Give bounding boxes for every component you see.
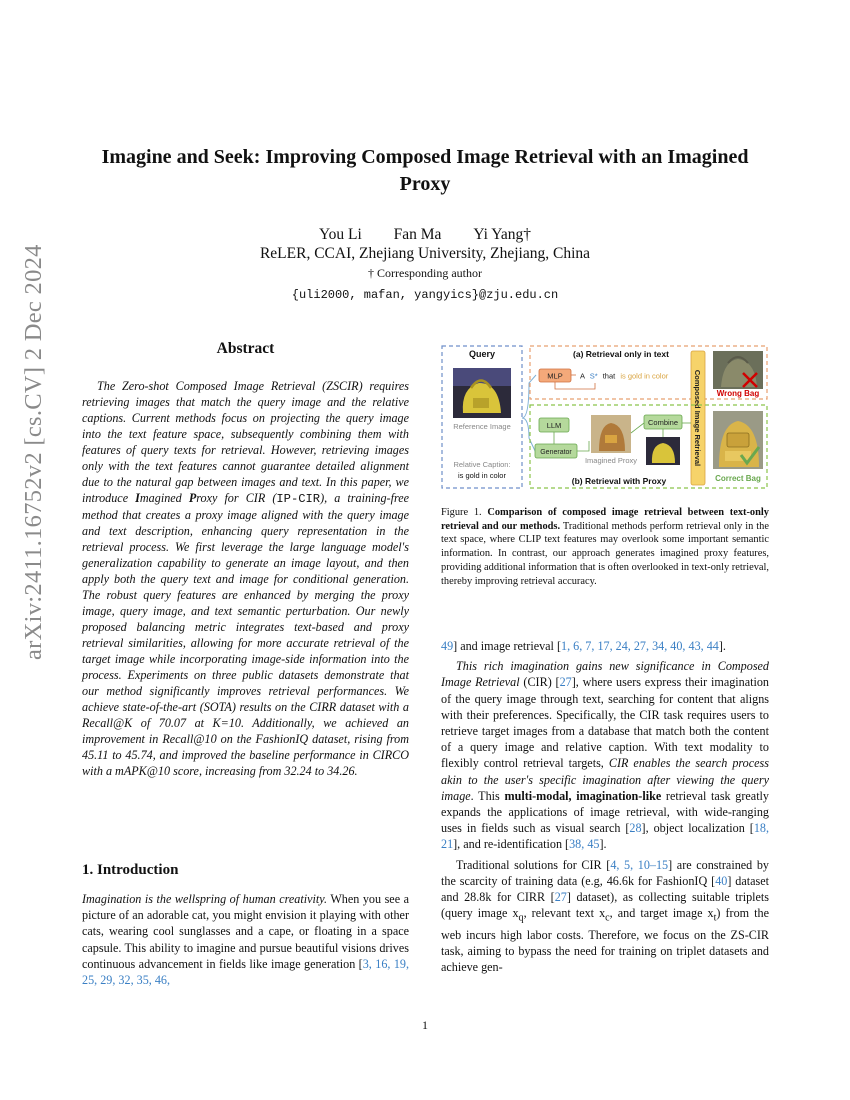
intro-lead: Imagination is the wellspring of human creativity.	[82, 892, 327, 906]
author-3: Yi Yang†	[473, 226, 532, 243]
imagined-proxy-image	[591, 415, 631, 453]
affiliation: ReLER, CCAI, Zhejiang University, Zhejiang, China	[259, 245, 591, 262]
abstract-text-1: The Zero-shot Composed Image Retrieval (ZSCIR) requires retrieving images that match the query image and the relative captions. Current methods focus on projecting the query image into the text feature space, subsequently combining them with features of query texts for retrieval. However, retrieving images only with the text features cannot guarantee detailed alignment due to the natural gap between images and text. In this paper, we introduce	[82, 379, 409, 505]
wrong-bag-label: Wrong Bag	[716, 389, 760, 398]
text-run: ], object localization [	[641, 821, 754, 836]
page-number: 1	[422, 1018, 428, 1032]
right-column-body	[441, 638, 769, 975]
query-image-small	[646, 437, 680, 465]
imagined-initial: I	[135, 491, 140, 505]
introduction-body	[82, 891, 409, 988]
text-that: that	[602, 371, 616, 381]
text-run: ] dataset and 28.8k for CIRR [	[441, 873, 770, 905]
text-run: ] are constrained by the scarcity of training data (e.g, 46.6k for FashionIQ [	[441, 857, 769, 888]
text-run: ) from the web incurs high labor costs. Therefore, we focus on the ZS-CIR task, aiming to bypass the need for training on triplet datasets and achieve gen-	[441, 906, 770, 975]
caption-bold: Comparison of composed image retrieval between text-only retrieval and our methods.	[441, 507, 769, 532]
figure-1	[441, 343, 769, 491]
author-list	[85, 226, 765, 244]
paper-title: Imagine and Seek: Improving Composed Image Retrieval with an Imagined Proxy	[101, 146, 749, 195]
text-run: , and target image x	[609, 906, 714, 921]
citation-link[interactable]: 27	[554, 890, 567, 905]
generator-label: Generator	[540, 449, 572, 456]
paragraph-continued	[441, 638, 769, 654]
citation-link[interactable]: 49	[441, 639, 454, 653]
subscript: q	[518, 912, 524, 924]
caption-prefix: Figure 1.	[441, 507, 482, 518]
citation-links[interactable]: 3, 16, 19, 25, 29, 32, 35, 46,	[82, 956, 410, 988]
citation-link[interactable]: 28	[629, 821, 642, 836]
text-a: A	[580, 371, 585, 381]
text-run: retrieval task greatly expands the applications of image retrieval, with wide-ranging uses in fields such as visual search [	[441, 788, 770, 836]
query-label: Query	[468, 349, 496, 359]
method-name: IP-CIR	[276, 492, 321, 506]
combine-label: Combine	[647, 418, 679, 427]
text-run: , relevant text x	[523, 906, 606, 921]
text-run: ] and image retrieval [	[453, 639, 562, 653]
mlp-label: MLP	[547, 371, 563, 381]
relative-caption-text: is gold in color	[458, 471, 506, 480]
text-query	[580, 372, 669, 381]
relative-caption-label: Relative Caption:	[453, 460, 511, 469]
text-gold: is gold in color	[620, 371, 669, 381]
corresponding-note: † Corresponding author	[368, 266, 482, 280]
text-run: ], where users express their imagination of the query image through text, searching for content that aligns with their preferences. Specifically, the CIR task requires users to retrieve target images from a database that match both the content of a query image and relative caption. With text modality to flexibly control retrieval targets,	[441, 675, 770, 771]
subscript: t	[713, 912, 717, 924]
citation-link[interactable]: 40	[715, 873, 728, 888]
abstract-heading: Abstract	[216, 340, 275, 357]
citation-link[interactable]: 38, 45	[569, 837, 600, 852]
imagined-rest: magined	[139, 491, 189, 505]
text-italic: This rich imagination gains new significance in Composed Image Retrieval	[441, 659, 769, 690]
correct-bag-label: Correct Bag	[715, 474, 761, 483]
citation-links[interactable]: 4, 5, 10–15	[610, 857, 669, 872]
text-bold: multi-modal, imagination-like	[504, 788, 662, 803]
paragraph-traditional	[441, 857, 769, 976]
author-2: Fan Ma	[393, 226, 442, 243]
caption-rest: Traditional methods perform retrieval only in the text space, where CLIP text features may overlook some important semantic information. In contrast, our approach generates imagined proxy features, providing additional information that is often overlooked in text-only retrieval, thereby improving retrieval accuracy.	[441, 520, 769, 587]
reference-image-label: Reference Image	[453, 422, 511, 431]
arxiv-identifier: arXiv:2411.16752v2 [cs.CV] 2 Dec 2024	[20, 244, 47, 660]
text-run: . This	[470, 788, 505, 803]
text-run: ] dataset), as collecting suitable triplets (query image x	[441, 890, 769, 921]
wrong-bag-image	[713, 351, 763, 389]
subscript: c	[605, 912, 610, 924]
author-1: You Li	[318, 226, 362, 243]
text-run: ], and re-identification [	[453, 837, 570, 852]
panel-b-title: (b) Retrieval with Proxy	[571, 476, 667, 486]
text-run: ].	[718, 639, 726, 653]
panel-a-title: (a) Retrieval only in text	[573, 349, 669, 359]
text-run: ].	[599, 837, 607, 852]
proxy-rest: roxy for CIR (	[196, 491, 277, 505]
proxy-initial: P	[188, 491, 197, 505]
text-italic: CIR enables the search process akin to the user's specific imagination after viewing the query image	[441, 756, 769, 803]
citation-link[interactable]: 27	[559, 675, 572, 690]
section-heading-introduction: 1. Introduction	[82, 862, 179, 878]
text-run: Traditional solutions for CIR [	[456, 857, 611, 872]
citation-link[interactable]: 18, 21	[441, 821, 770, 852]
paragraph-cir	[441, 658, 769, 852]
figure-1-diagram	[441, 343, 769, 491]
query-image	[453, 368, 511, 418]
abstract-text-2: ), a training-free method that creates a proxy image aligned with the query image and text description, enhancing query representation in the retrieval process. We first leverage the large language model's generalization capability to generate an image layout, and then apply both the query text and image for conditional generation. The robust query features are enhanced by merging the proxy image, query image, and text semantic perturbation. Our newly proposed balancing metric integrates text-based and proxy retrieval similarities, allowing for more accurate retrieval of the target image while incorporating image-side information into the process. Experiments on three public datasets demonstrate that our method significantly improves retrieval performances. We achieve state-of-the-art (SOTA) results on the CIRR dataset with a Recall@K of 70.07 at K=10. Additionally, we achieved an improvement in Recall@10 on the FashionIQ dataset, rising from 45.11 to 45.74, and improved the baseline performance in CIRCO with a mAPK@10 score, increasing from 32.24 to 34.26.	[82, 491, 409, 778]
abstract-body	[82, 378, 409, 779]
intro-text: When you see a picture of an adorable cat, you might envision it playing with other cats, wearing cool sunglasses and a cape, or floating in a space capsule. This ability to imagine and pursue beautiful visions drives continuous advancement in fields like image generation [	[82, 892, 409, 971]
text-run: (CIR) [	[519, 675, 560, 690]
imagined-proxy-label: Imagined Proxy	[584, 456, 638, 465]
text-s: S*	[589, 371, 598, 381]
cir-label: Composed Image Retrieval	[693, 369, 702, 467]
correct-bag-image	[713, 411, 763, 469]
llm-label: LLM	[546, 421, 562, 430]
citation-links[interactable]: 1, 6, 7, 17, 24, 27, 34, 40, 43, 44	[561, 639, 719, 653]
figure-1-caption	[441, 506, 769, 588]
author-email[interactable]: {uli2000, mafan, yangyics}@zju.edu.cn	[291, 288, 559, 302]
